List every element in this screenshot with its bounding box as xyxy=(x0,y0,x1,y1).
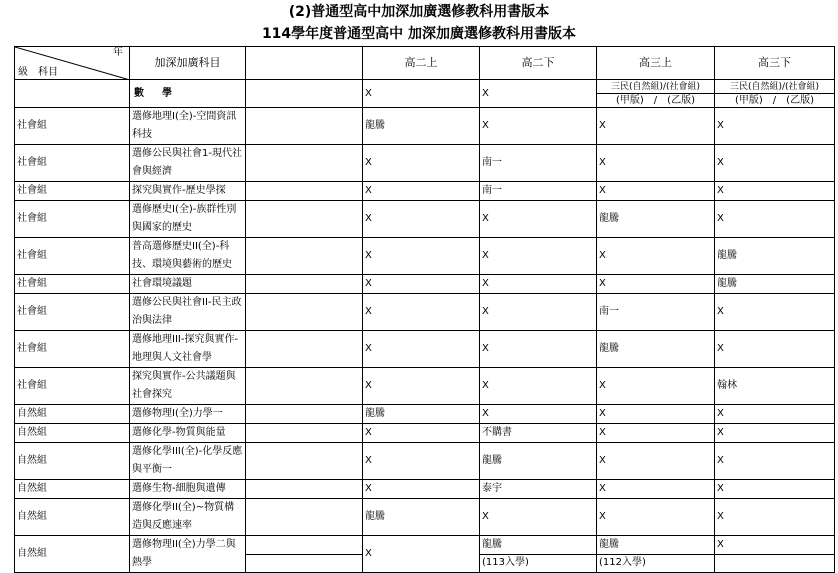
blank-cell xyxy=(246,275,363,294)
grade-2a-cell: 龍騰 xyxy=(363,499,480,536)
header-blank xyxy=(246,47,363,80)
blank-cell xyxy=(246,201,363,238)
header-grade-2a: 高二上 xyxy=(363,47,480,80)
grade-2b-cell: X xyxy=(480,331,597,368)
grade-2a-cell: 龍騰 xyxy=(363,108,480,145)
grade-2b-cell: X xyxy=(480,368,597,405)
subject-cell: 選修公民與社會II-民主政治與法律 xyxy=(130,294,246,331)
grade-3a-bottom-cell: (112入學) xyxy=(597,554,715,573)
group-cell: 自然組 xyxy=(15,536,130,573)
math-g2b: X xyxy=(480,80,597,108)
grade-2b-cell: X xyxy=(480,275,597,294)
math-g2a: X xyxy=(363,80,480,108)
grade-3a-cell: X xyxy=(597,499,715,536)
header-subject: 加深加廣科目 xyxy=(130,47,246,80)
grade-2b-cell: X xyxy=(480,294,597,331)
blank-cell xyxy=(246,331,363,368)
table-row xyxy=(15,331,835,368)
table-row xyxy=(15,182,835,201)
grade-2a-cell: X xyxy=(363,480,480,499)
grade-2b-cell: X xyxy=(480,108,597,145)
grade-3b-cell: X xyxy=(715,201,835,238)
grade-3b-cell: X xyxy=(715,443,835,480)
grade-2b-bottom-cell: (113入學) xyxy=(480,554,597,573)
grade-3a-cell: X xyxy=(597,368,715,405)
group-cell: 社會組 xyxy=(15,108,130,145)
grade-3a-cell: 龍騰 xyxy=(597,331,715,368)
grade-3b-blank-cell xyxy=(715,554,835,573)
grade-2a-cell: X xyxy=(363,424,480,443)
grade-3a-cell: 龍騰 xyxy=(597,201,715,238)
grade-2b-cell: X xyxy=(480,499,597,536)
grade-2a-cell: X xyxy=(363,536,480,573)
header-row xyxy=(15,47,835,80)
subject-cell: 探究與實作-公共議題與社會探究 xyxy=(130,368,246,405)
math-blank xyxy=(246,80,363,108)
grade-2a-cell: 龍騰 xyxy=(363,405,480,424)
subject-cell: 選修物理I(全)力學一 xyxy=(130,405,246,424)
group-cell: 自然組 xyxy=(15,499,130,536)
grade-3a-cell: X xyxy=(597,443,715,480)
table-row xyxy=(15,238,835,275)
grade-3b-cell: 龍騰 xyxy=(715,238,835,275)
table-row xyxy=(15,368,835,405)
subject-cell: 選修化學III(全)-化學反應與平衡一 xyxy=(130,443,246,480)
document-title: (2)普通型高中加深加廣選修教科用書版本 xyxy=(288,4,550,20)
header-grade-3a: 高三上 xyxy=(597,47,715,80)
group-cell: 自然組 xyxy=(15,405,130,424)
blank-cell xyxy=(246,499,363,536)
grade-2b-top-cell: 龍騰 xyxy=(480,536,597,555)
table-row xyxy=(15,499,835,536)
grade-3b-cell: X xyxy=(715,480,835,499)
blank-cell xyxy=(246,294,363,331)
corner-label-grade: 年 xyxy=(113,47,123,58)
group-cell: 社會組 xyxy=(15,182,130,201)
subject-cell: 選修化學-物質與能量 xyxy=(130,424,246,443)
grade-3b-cell: X xyxy=(715,294,835,331)
grade-3a-cell: X xyxy=(597,480,715,499)
grade-2a-cell: X xyxy=(363,275,480,294)
group-cell: 社會組 xyxy=(15,294,130,331)
group-cell: 社會組 xyxy=(15,275,130,294)
grade-3b-cell: X xyxy=(715,424,835,443)
subject-cell: 選修地理III-探究與實作-地理與人文社會學 xyxy=(130,331,246,368)
grade-2a-cell: X xyxy=(363,238,480,275)
group-cell: 社會組 xyxy=(15,238,130,275)
table-row xyxy=(15,424,835,443)
table-row-last xyxy=(15,536,835,555)
textbook-table xyxy=(14,46,835,573)
math-g3b-top: 三民(自然組)/(社會組) xyxy=(715,80,835,94)
blank-cell xyxy=(246,480,363,499)
math-g3a-top: 三民(自然組)/(社會組) xyxy=(597,80,715,94)
grade-2b-cell: 不購書 xyxy=(480,424,597,443)
grade-3b-cell: X xyxy=(715,499,835,536)
table-row xyxy=(15,275,835,294)
grade-3a-cell: X xyxy=(597,238,715,275)
grade-3a-cell: X xyxy=(597,405,715,424)
table-row xyxy=(15,443,835,480)
subject-cell: 社會環境議題 xyxy=(130,275,246,294)
subject-cell: 選修生物-細胞與遺傳 xyxy=(130,480,246,499)
table-row xyxy=(15,108,835,145)
grade-3a-cell: 南一 xyxy=(597,294,715,331)
subject-cell: 普高選修歷史II(全)-科技、環境與藝術的歷史 xyxy=(130,238,246,275)
blank-cell xyxy=(246,536,363,555)
grade-3b-cell: 龍騰 xyxy=(715,275,835,294)
math-subject: 數 學 xyxy=(130,80,246,108)
header-grade-2b: 高二下 xyxy=(480,47,597,80)
blank-cell xyxy=(246,554,363,573)
grade-2a-cell: X xyxy=(363,294,480,331)
grade-3a-cell: X xyxy=(597,424,715,443)
blank-cell xyxy=(246,108,363,145)
blank-cell xyxy=(246,443,363,480)
group-cell: 社會組 xyxy=(15,145,130,182)
grade-3a-cell: X xyxy=(597,182,715,201)
subject-cell: 選修物理II(全)力學二與熱學 xyxy=(130,536,246,573)
group-cell: 社會組 xyxy=(15,201,130,238)
header-grade-3b: 高三下 xyxy=(715,47,835,80)
math-g3a-bottom: (甲版) / (乙版) xyxy=(597,94,715,108)
grade-2b-cell: 南一 xyxy=(480,182,597,201)
group-cell: 自然組 xyxy=(15,480,130,499)
blank-cell xyxy=(246,182,363,201)
grade-3a-cell: X xyxy=(597,275,715,294)
grade-3b-cell: X xyxy=(715,405,835,424)
corner-label-subject: 級 科目 xyxy=(18,67,58,78)
grade-2b-cell: X xyxy=(480,201,597,238)
blank-cell xyxy=(246,424,363,443)
subject-cell: 選修地理I(全)-空間資訊科技 xyxy=(130,108,246,145)
table-row xyxy=(15,405,835,424)
grade-3a-top-cell: 龍騰 xyxy=(597,536,715,555)
grade-2a-cell: X xyxy=(363,182,480,201)
grade-3a-cell: X xyxy=(597,108,715,145)
grade-2b-cell: 龍騰 xyxy=(480,443,597,480)
grade-3b-cell: 翰林 xyxy=(715,368,835,405)
subject-cell: 選修歷史I(全)-族群性別與國家的歷史 xyxy=(130,201,246,238)
table-row xyxy=(15,480,835,499)
grade-3b-cell: X xyxy=(715,108,835,145)
subject-cell: 探究與實作-歷史學探 xyxy=(130,182,246,201)
group-cell: 自然組 xyxy=(15,443,130,480)
group-cell: 社會組 xyxy=(15,368,130,405)
subject-cell: 選修公民與社會1-現代社會與經濟 xyxy=(130,145,246,182)
grade-3b-cell: X xyxy=(715,145,835,182)
grade-2a-cell: X xyxy=(363,368,480,405)
grade-2a-cell: X xyxy=(363,443,480,480)
grade-2b-cell: X xyxy=(480,405,597,424)
grade-2a-cell: X xyxy=(363,331,480,368)
group-cell: 自然組 xyxy=(15,424,130,443)
grade-3b-cell: X xyxy=(715,182,835,201)
math-g3b-bottom: (甲版) / (乙版) xyxy=(715,94,835,108)
math-row xyxy=(15,80,835,94)
grade-3b-cell: X xyxy=(715,331,835,368)
blank-cell xyxy=(246,145,363,182)
grade-2a-cell: X xyxy=(363,201,480,238)
grade-3b-cell: X xyxy=(715,536,835,555)
grade-2b-cell: X xyxy=(480,238,597,275)
grade-2b-cell: 泰宇 xyxy=(480,480,597,499)
blank-cell xyxy=(246,405,363,424)
table-row xyxy=(15,294,835,331)
blank-cell xyxy=(246,238,363,275)
group-cell: 社會組 xyxy=(15,331,130,368)
math-group-cell xyxy=(15,80,130,108)
table-row xyxy=(15,145,835,182)
document-subtitle: 114學年度普通型高中 加深加廣選修教科用書版本 xyxy=(261,26,577,42)
grade-3a-cell: X xyxy=(597,145,715,182)
table-row xyxy=(15,201,835,238)
grade-2b-cell: 南一 xyxy=(480,145,597,182)
subject-cell: 選修化學II(全)~物質構造與反應速率 xyxy=(130,499,246,536)
header-corner-cell xyxy=(15,47,130,80)
grade-2a-cell: X xyxy=(363,145,480,182)
blank-cell xyxy=(246,368,363,405)
